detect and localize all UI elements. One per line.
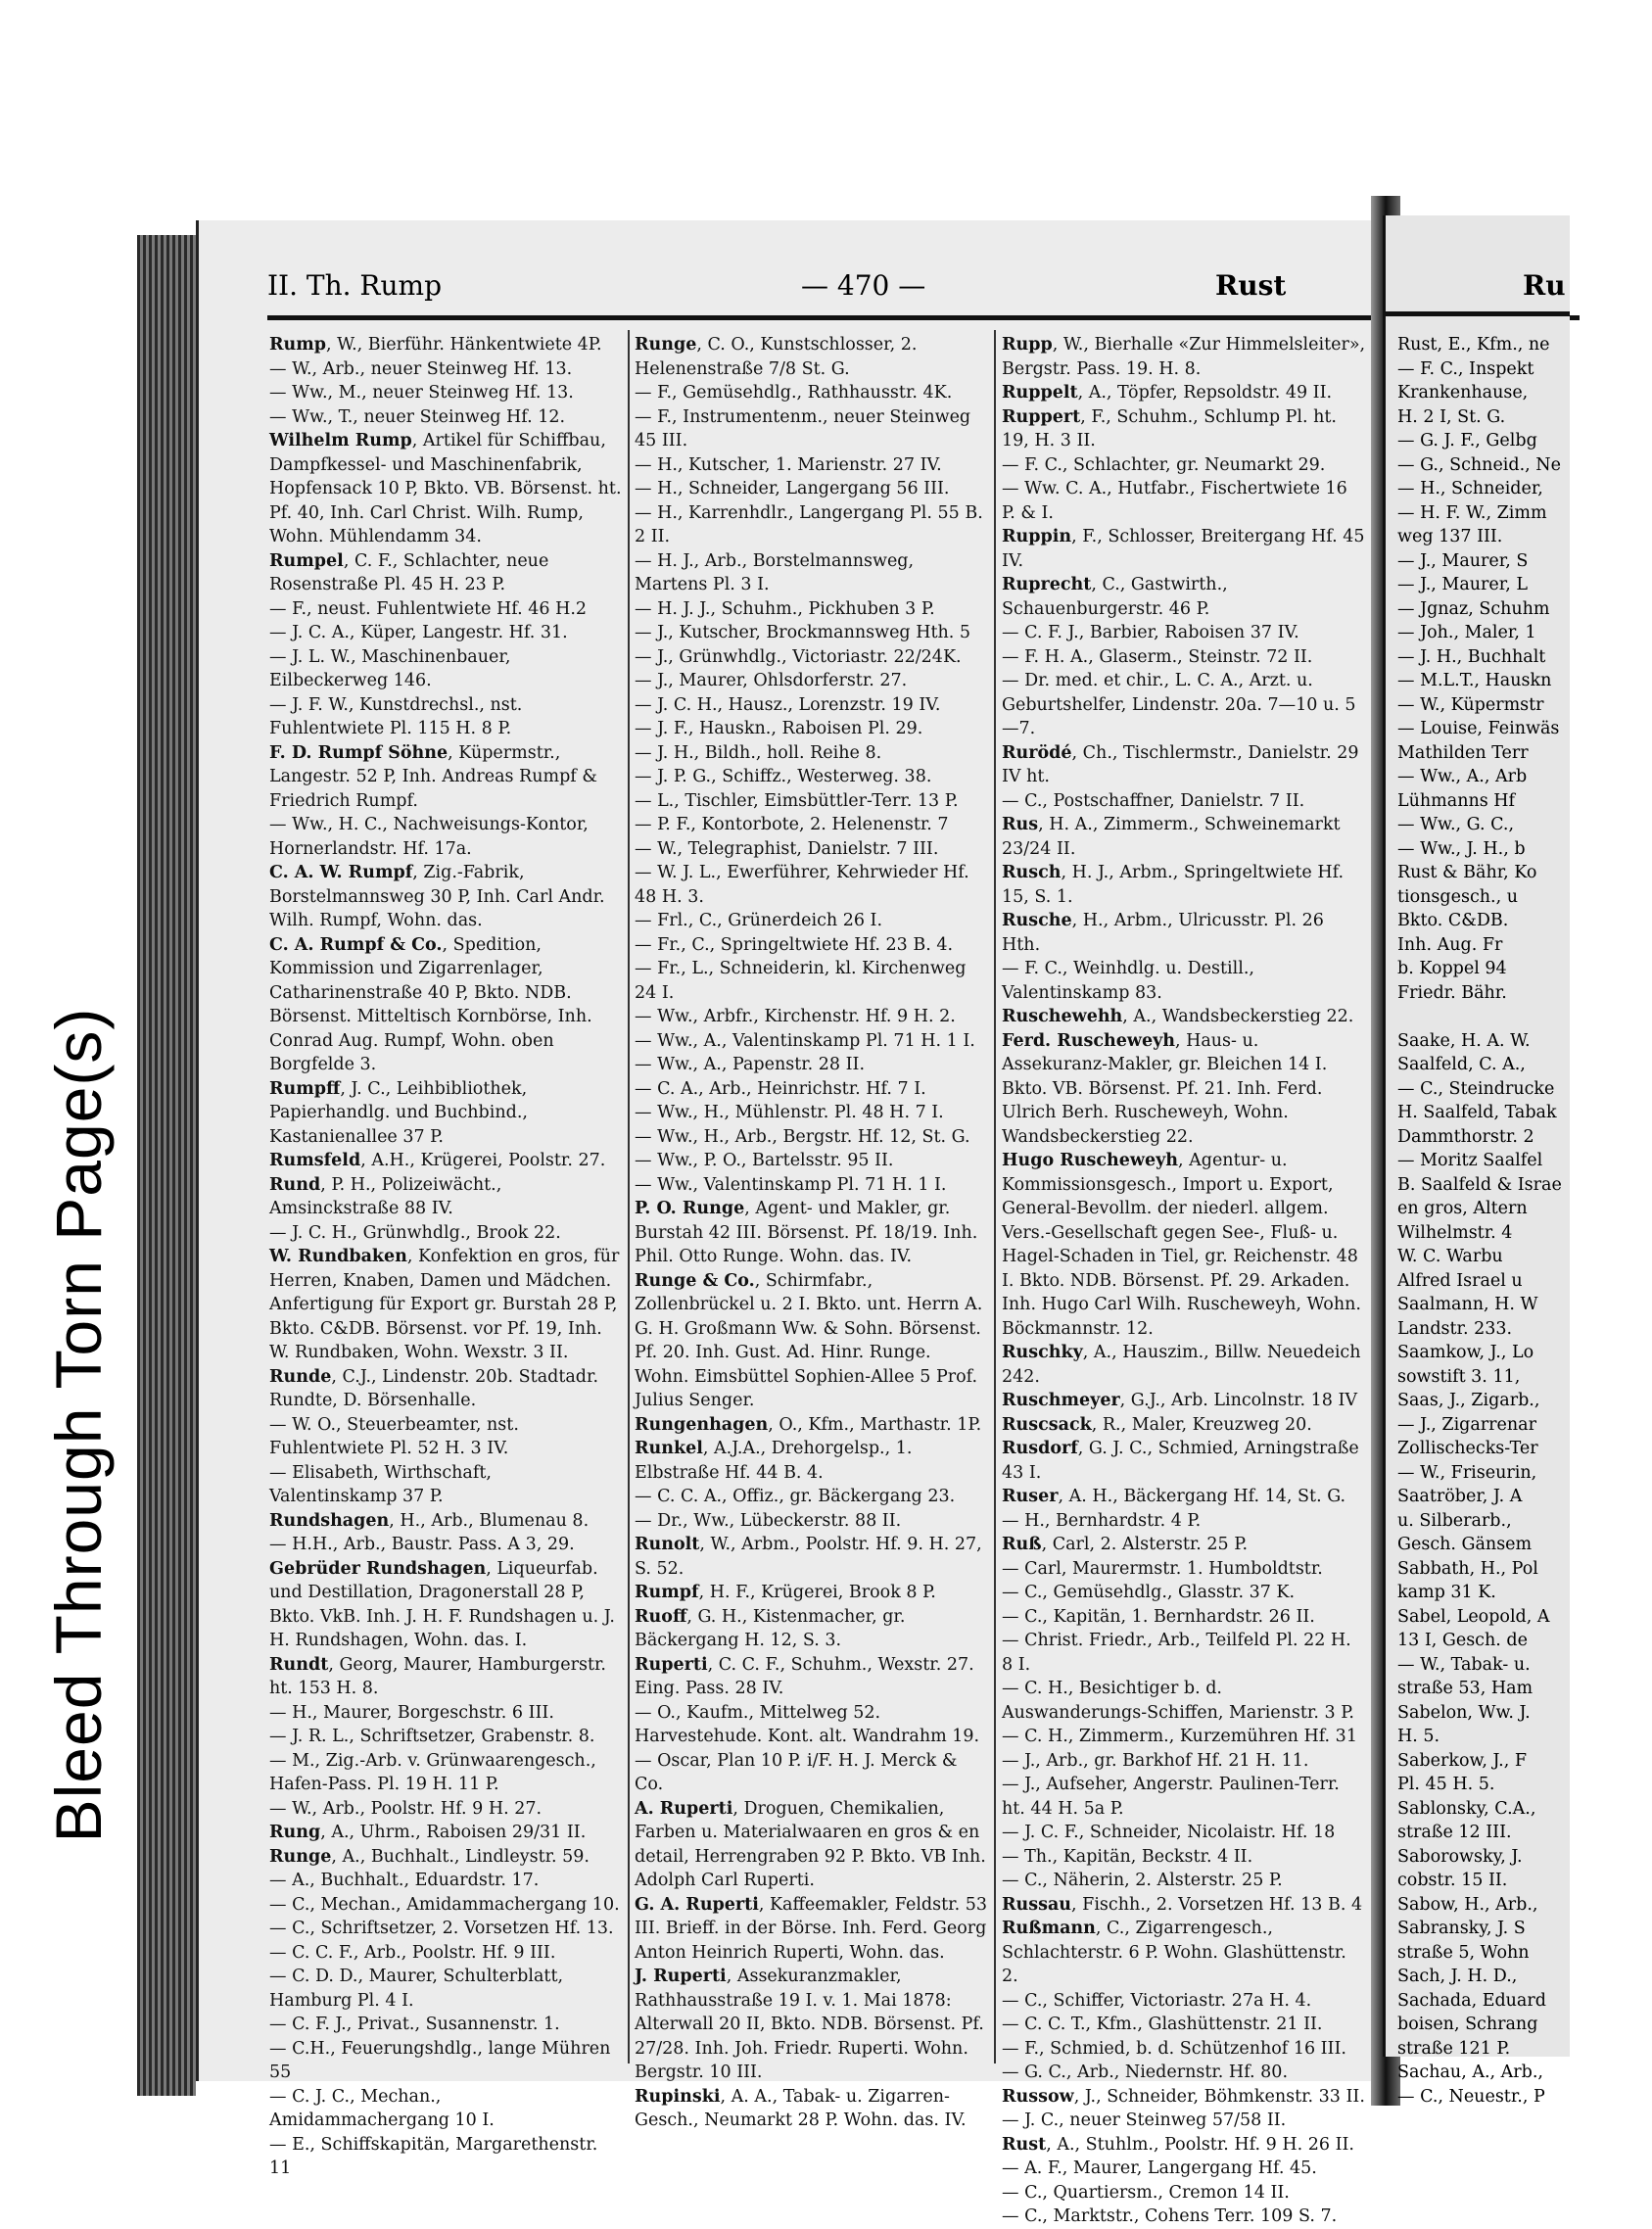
header-catchword: Rust <box>1215 269 1287 302</box>
directory-entry: — J., Aufseher, Angerstr. Paulinen-Terr. ht. 44 H. 5a P. <box>1002 1775 1340 1819</box>
directory-entry: — F., Schmied, b. d. Schützenhof 16 III. <box>1002 2038 1346 2059</box>
directory-entry: — C., Quartiersm., Cremon 14 II. <box>1002 2182 1290 2203</box>
directory-entry: — Ww., H., Mühlenstr. Pl. 48 H. 7 I. <box>635 1103 944 1122</box>
header-section: II. Th. Rump <box>267 269 443 302</box>
directory-column-2 <box>635 333 987 2133</box>
directory-entry: Rumpf, H. F., Krügerei, Brook 8 P. <box>635 1583 936 1602</box>
next-page-entry: — C., Steindrucke <box>1397 1078 1555 1099</box>
next-page-entry: en gros, Altern <box>1397 1199 1528 1218</box>
directory-entry: — Dr., Ww., Lübeckerstr. 88 II. <box>635 1510 902 1531</box>
directory-entry: — J. C. H., Hausz., Lorenzstr. 19 IV. <box>635 694 941 715</box>
next-page-entry: Inh. Aug. Fr <box>1397 934 1503 955</box>
directory-entry: — J. C. H., Grünwhdlg., Brook 22. <box>269 1222 561 1243</box>
directory-entry: C. A. Rumpf & Co., Spedition, Kommission und Zigarrenlager, Catharinenstraße 40 P, Bkto. NDB. Börsenst. Mitteltisch Kornbörse, Inh. Conrad Aug. Rumpf, Wohn. oben Borgfelde 3. <box>269 934 592 1074</box>
next-page-entry: W. C. Warbu <box>1397 1247 1503 1266</box>
directory-entry: — C., Näherin, 2. Alsterstr. 25 P. <box>1002 1871 1283 1890</box>
next-page-entry: tionsgesch., u <box>1397 886 1518 907</box>
directory-entry: — Ww., H. C., Nachweisungs-Kontor, Hornerlandstr. Hf. 17a. <box>269 815 589 859</box>
next-page-entry: Dammthorstr. 2 <box>1397 1126 1534 1147</box>
next-page-entry: straße 12 III. <box>1397 1823 1512 1842</box>
next-page-entry <box>1397 1005 1652 1029</box>
next-page-entry: Mathilden Terr <box>1397 742 1529 763</box>
next-page-entry: H. Saalfeld, Tabak <box>1397 1103 1557 1122</box>
directory-entry: Rust, A., Stuhlm., Poolstr. Hf. 9 H. 26 II. <box>1002 2134 1354 2155</box>
directory-entry: Russau, Fischh., 2. Vorsetzen Hf. 13 B. 4 <box>1002 1894 1363 1915</box>
next-page-entry: straße 5, Wohn <box>1397 1942 1530 1963</box>
next-page-entry: B. Saalfeld & Israe <box>1397 1174 1562 1195</box>
directory-entry: — G. C., Arb., Niedernstr. Hf. 80. <box>1002 2063 1289 2082</box>
next-page-entry: Lühmanns Hf <box>1397 790 1516 811</box>
next-page-entry: Alfred Israel u <box>1397 1270 1523 1291</box>
directory-entry: Rusch, H. J., Arbm., Springeltwiete Hf. 15, S. 1. <box>1002 863 1345 907</box>
directory-entry: — W. J. L., Ewerführer, Kehrwieder Hf. 48 H. 3. <box>635 863 969 907</box>
directory-entry: — H. J., Arb., Borstelmannsweg, Martens Pl. 3 I. <box>635 550 915 594</box>
directory-entry: — L., Tischler, Eimsbüttler-Terr. 13 P. <box>635 790 959 811</box>
next-page-entry: — Moritz Saalfel <box>1397 1151 1543 1170</box>
directory-entry: — W. O., Steuerbeamter, nst. Fuhlentwiete Pl. 52 H. 3 IV. <box>269 1414 519 1458</box>
directory-entry: Ruoff, G. H., Kistenmacher, gr. Bäckergang H. 12, S. 3. <box>635 1606 906 1650</box>
next-page-entry: Sabbath, H., Pol <box>1397 1558 1538 1579</box>
next-page-entry: Sabow, H., Arb., <box>1397 1894 1538 1915</box>
directory-entry: Rundshagen, H., Arb., Blumenau 8. <box>269 1510 590 1531</box>
next-page-entry: — J. H., Buchhalt <box>1397 646 1546 667</box>
next-page-entry: Saas, J., Zigarb., <box>1397 1391 1540 1410</box>
next-page-entry: — F. C., Inspekt <box>1397 358 1534 379</box>
directory-entry: Gebrüder Rundshagen, Liqueurfab. und Destillation, Dragonerstall 28 P, Bkto. VkB. Inh. J. H. F. Rundshagen u. J. H. Rundshagen, Wohn. das. I. <box>269 1558 615 1650</box>
directory-entry: Russow, J., Schneider, Böhmkenstr. 33 II. <box>1002 2086 1365 2107</box>
directory-entry: Rusdorf, G. J. C., Schmied, Arningstraße 43 I. <box>1002 1439 1359 1483</box>
column-divider <box>628 330 630 2063</box>
directory-entry: — J. F. W., Kunstdrechsl., nst. Fuhlentwiete Pl. 115 H. 8 P. <box>269 694 523 738</box>
directory-entry: C. A. W. Rumpf, Zig.-Fabrik, Borstelmannsweg 30 P, Inh. Carl Andr. Wilh. Rumpf, Wohn. das. <box>269 863 605 930</box>
directory-entry: Rung, A., Uhrm., Raboisen 29/31 II. <box>269 1823 587 1842</box>
next-page-entry: Saamkow, J., Lo <box>1397 1343 1534 1362</box>
directory-entry: W. Rundbaken, Konfektion en gros, für Herren, Knaben, Damen und Mädchen. Anfertigung für Export gr. Burstah 28 P, Bkto. C&DB. Börsenst. vor Pf. 19, Inh. W. Rundbaken, Wohn. Wexstr. 3 II. <box>269 1247 620 1362</box>
next-page-entry: — W., Tabak- u. <box>1397 1654 1531 1675</box>
directory-entry: Wilhelm Rump, Artikel für Schiffbau, Dampfkessel- und Maschinenfabrik, Hopfensack 10 P, Bkto. VB. Börsenst. ht. Pf. 40, Inh. Carl Christ. Wilh. Rump, Wohn. Mühlendamm 34. <box>269 431 622 546</box>
directory-entry: — H., Maurer, Borgeschstr. 6 III. <box>269 1702 554 1723</box>
next-page-entry: — W., Friseurin, <box>1397 1462 1537 1483</box>
next-page-entry: — J., Zigarrenar <box>1397 1414 1536 1435</box>
directory-entry: — C., Schiffer, Victoriastr. 27a H. 4. <box>1002 1990 1312 2011</box>
directory-entry: — Ww., H., Arb., Bergstr. Hf. 12, St. G. <box>635 1126 970 1147</box>
directory-entry: — J., Kutscher, Brockmannsweg Hth. 5 <box>635 623 971 642</box>
directory-entry: — Ww., M., neuer Steinweg Hf. 13. <box>269 383 574 403</box>
directory-entry: Rurödé, Ch., Tischlermstr., Danielstr. 29 IV ht. <box>1002 742 1359 786</box>
next-page-rule <box>1386 311 1570 316</box>
directory-entry: — F. C., Weinhdlg. u. Destill., Valentinskamp 83. <box>1002 959 1254 1003</box>
directory-entry: — Elisabeth, Wirthschaft, Valentinskamp 37 P. <box>269 1462 492 1506</box>
next-page-entry: H. 2 I, St. G. <box>1397 406 1506 427</box>
directory-entry: Rumsfeld, A.H., Krügerei, Poolstr. 27. <box>269 1151 606 1170</box>
next-page-entry: Pl. 45 H. 5. <box>1397 1775 1495 1794</box>
next-page-entry: Sablonsky, C.A., <box>1397 1798 1536 1819</box>
directory-entry: Ruschewehh, A., Wandsbeckerstieg 22. <box>1002 1007 1354 1026</box>
directory-entry: Ruppert, F., Schuhm., Schlump Pl. ht. 19, H. 3 II. <box>1002 406 1337 451</box>
next-page-entry: Saalmann, H. W <box>1397 1295 1538 1314</box>
next-page-entry: — Louise, Feinwäs <box>1397 719 1560 738</box>
next-page-entry: Zollischecks-Ter <box>1397 1439 1538 1458</box>
directory-entry: — J., Arb., gr. Barkhof Hf. 21 H. 11. <box>1002 1750 1309 1771</box>
directory-entry: — M., Zig.-Arb. v. Grünwaarengesch., Hafen-Pass. Pl. 19 H. 11 P. <box>269 1750 596 1794</box>
directory-entry: — W., Arb., Poolstr. Hf. 9 H. 27. <box>269 1798 543 1819</box>
directory-entry: — Th., Kapitän, Beckstr. 4 II. <box>1002 1846 1253 1867</box>
directory-entry: — C. C. A., Offiz., gr. Bäckergang 23. <box>635 1487 956 1506</box>
next-page-header: Ru <box>1523 269 1566 302</box>
directory-entry: — H.H., Arb., Baustr. Pass. A 3, 29. <box>269 1535 575 1554</box>
directory-entry: Ruß, Carl, 2. Alsterstr. 25 P. <box>1002 1535 1249 1554</box>
directory-entry: — Dr. med. et chir., L. C. A., Arzt. u. Geburtshelfer, Lindenstr. 20a. 7—10 u. 5—7. <box>1002 671 1356 738</box>
next-page-entry: Rust & Bähr, Ko <box>1397 863 1537 882</box>
directory-entry: — H., Kutscher, 1. Marienstr. 27 IV. <box>635 454 942 475</box>
directory-entry: — Oscar, Plan 10 P. i/F. H. J. Merck & Co. <box>635 1750 958 1794</box>
directory-entry: Rungenhagen, O., Kfm., Marthastr. 1P. <box>635 1414 982 1435</box>
directory-entry: Rus, H. A., Zimmerm., Schweinemarkt 23/24 II. <box>1002 815 1341 859</box>
next-page-entry: — Ww., A., Arb <box>1397 767 1528 786</box>
directory-entry: Rumpff, J. C., Leihbibliothek, Papierhandlg. und Buchbind., Kastanienallee 37 P. <box>269 1078 528 1147</box>
directory-entry: Rump, W., Bierführ. Hänkentwiete 4P. <box>269 335 602 355</box>
next-page-entry: Saatröber, J. A <box>1397 1487 1523 1506</box>
directory-entry: Ruschky, A., Hauszim., Billw. Neuedeich 242. <box>1002 1343 1361 1387</box>
directory-entry: — H. J. J., Schuhm., Pickhuben 3 P. <box>635 598 935 619</box>
next-page-entry: — H. F. W., Zimm <box>1397 502 1547 523</box>
directory-entry: — Christ. Friedr., Arb., Teilfeld Pl. 22 H. 8 I. <box>1002 1631 1351 1675</box>
directory-entry: Rußmann, C., Zigarrengesch., Schlachterstr. 6 P. Wohn. Glashüttenstr. 2. <box>1002 1919 1346 1986</box>
next-page-entry: Bkto. C&DB. <box>1397 911 1509 930</box>
next-page-entry: straße 53, Ham <box>1397 1679 1534 1698</box>
next-page-entry: u. Silberarb., <box>1397 1510 1512 1531</box>
directory-entry: — J. C. A., Küper, Langestr. Hf. 31. <box>269 623 568 642</box>
next-page-entry: Sabel, Leopold, A <box>1397 1606 1550 1627</box>
directory-entry: — C., Schriftsetzer, 2. Vorsetzen Hf. 13. <box>269 1919 614 1938</box>
directory-entry: — O., Kaufm., Mittelweg 52. Harvestehude. Kont. alt. Wandrahm 19. <box>635 1702 980 1746</box>
directory-entry: — C. C. F., Arb., Poolstr. Hf. 9 III. <box>269 1942 556 1963</box>
next-page-entry: Sabelon, Ww. J. <box>1397 1702 1531 1723</box>
directory-entry: Ruppelt, A., Töpfer, Repsoldstr. 49 II. <box>1002 383 1333 403</box>
directory-entry: — C.H., Feuerungshdlg., lange Mühren 55 <box>269 2038 611 2082</box>
directory-entry: — C., Postschaffner, Danielstr. 7 II. <box>1002 790 1305 811</box>
directory-entry: — F., Instrumentenm., neuer Steinweg 45 III. <box>635 406 971 451</box>
directory-entry: Ferd. Ruscheweyh, Haus- u. Assekuranz-Makler, gr. Bleichen 14 I. Bkto. VB. Börsenst. Pf. 21. Inh. Ferd. Ulrich Berh. Ruscheweyh, Wohn. Wandsbeckerstieg 22. <box>1002 1030 1328 1147</box>
directory-entry: — F. H. A., Glaserm., Steinstr. 72 II. <box>1002 646 1313 667</box>
next-page-entry: — C., Neuestr., P <box>1397 2086 1545 2107</box>
directory-entry: F. D. Rumpf Söhne, Küpermstr., Langestr. 52 P, Inh. Andreas Rumpf & Friedrich Rumpf. <box>269 742 597 811</box>
directory-entry: — J. C. F., Schneider, Nicolaistr. Hf. 18 <box>1002 1823 1336 1842</box>
directory-entry: — Ww. C. A., Hutfabr., Fischertwiete 16 P. & I. <box>1002 479 1347 523</box>
directory-entry: Ruser, A. H., Bäckergang Hf. 14, St. G. <box>1002 1487 1346 1506</box>
column-divider <box>994 330 996 2063</box>
next-page-entry: Friedr. Bähr. <box>1397 982 1507 1003</box>
next-page-entry: Rust, E., Kfm., ne <box>1397 335 1550 355</box>
directory-entry: J. Ruperti, Assekuranzmakler, Rathhausstraße 19 I. v. 1. Mai 1878: Alterwall 20 II, Bkto. NDB. Börsenst. Pf. 27/28. Inh. Joh. Friedr. Ruperti. Wohn. Bergstr. 10 III. <box>635 1967 984 2082</box>
directory-entry: Rumpel, C. F., Schlachter, neue Rosenstraße Pl. 45 H. 23 P. <box>269 550 549 594</box>
next-page-entry: sowstift 3. 11, <box>1397 1366 1521 1387</box>
directory-entry: — Fr., L., Schneiderin, kl. Kirchenweg 24 I. <box>635 959 967 1003</box>
directory-entry: — H., Schneider, Langergang 56 III. <box>635 479 950 498</box>
directory-entry: — H., Bernhardstr. 4 P. <box>1002 1510 1202 1531</box>
directory-entry: Runge, A., Buchhalt., Lindleystr. 59. <box>269 1846 590 1867</box>
directory-entry: — A. F., Maurer, Langergang Hf. 45. <box>1002 2158 1317 2178</box>
next-page-entry: Saberkow, J., F <box>1397 1750 1528 1771</box>
directory-entry: — C., Gemüsehdlg., Glasstr. 37 K. <box>1002 1583 1296 1602</box>
directory-entry: — F., Gemüsehdlg., Rathhausstr. 4K. <box>635 383 953 403</box>
directory-entry: Hugo Ruscheweyh, Agentur- u. Kommissionsgesch., Import u. Export, General-Bevollm. der niederl. allgem. Vers.-Gesellschaft gegen See-, Fluß- u. Hagel-Schaden in Tiel, gr. Reichenstr. 48 I. Bkto. NDB. Börsenst. Pf. 29. Arkaden. Inh. Hugo Carl Wilh. Ruscheweyh, Wohn. Böckmannstr. 12. <box>1002 1151 1361 1339</box>
directory-entry: Ruppin, F., Schlosser, Breitergang Hf. 45 IV. <box>1002 527 1365 571</box>
next-page-entry: b. Koppel 94 <box>1397 959 1507 978</box>
directory-entry: — C. J. C., Mechan., Amidammachergang 10 I. <box>269 2086 495 2130</box>
next-page-entry: Sach, J. H. D., <box>1397 1967 1518 1986</box>
directory-entry: — C. H., Zimmerm., Kurzemühren Hf. 31 <box>1002 1727 1357 1746</box>
directory-entry: Runolt, W., Arbm., Poolstr. Hf. 9. H. 27, S. 52. <box>635 1535 982 1579</box>
directory-entry: Rupp, W., Bierhalle «Zur Himmelsleiter», Bergstr. Pass. 19. H. 8. <box>1002 335 1366 379</box>
directory-entry: Rusche, H., Arbm., Ulricusstr. Pl. 26 Hth. <box>1002 911 1324 955</box>
next-page-entry: Saalfeld, C. A., <box>1397 1055 1526 1074</box>
next-page-entry: — G. J. F., Gelbg <box>1397 431 1537 451</box>
next-page-entry: — W., Küpermstr <box>1397 694 1544 715</box>
directory-page <box>196 220 1393 2226</box>
next-page-entry: Saake, H. A. W. <box>1397 1030 1531 1051</box>
directory-entry: — C. C. T., Kfm., Glashüttenstr. 21 II. <box>1002 2015 1323 2034</box>
directory-entry: — J., Grünwhdlg., Victoriastr. 22/24K. <box>635 646 962 667</box>
next-page-entry: — Joh., Maler, 1 <box>1397 623 1536 642</box>
next-page-entry: Sabransky, J. S <box>1397 1919 1526 1938</box>
directory-entry: Rundt, Georg, Maurer, Hamburgerstr. ht. 153 H. 8. <box>269 1654 606 1698</box>
directory-entry: A. Ruperti, Droguen, Chemikalien, Farben u. Materialwaaren en gros & en detail, Herrengraben 92 P. Bkto. VB Inh. Adolph Carl Ruperti. <box>635 1798 986 1890</box>
directory-entry: — J. F., Hauskn., Raboisen Pl. 29. <box>635 719 923 738</box>
next-page-entry: — H., Schneider, <box>1397 479 1543 498</box>
directory-entry: — H., Karrenhdlr., Langergang Pl. 55 B. 2 II. <box>635 502 983 546</box>
next-page-column <box>1397 333 1652 2109</box>
directory-entry: Ruscsack, R., Maler, Kreuzweg 20. <box>1002 1414 1312 1435</box>
next-page-entry: Krankenhause, <box>1397 383 1529 403</box>
directory-entry: — C. F. J., Privat., Susannenstr. 1. <box>269 2015 560 2034</box>
page-header <box>267 269 1374 308</box>
directory-entry: Rund, P. H., Polizeiwächt., Amsinckstraße 88 IV. <box>269 1174 502 1218</box>
next-page-fragment <box>1383 215 1570 2107</box>
directory-entry: — C., Marktstr., Cohens Terr. 109 S. 7. <box>1002 2206 1338 2226</box>
directory-column-3 <box>1002 333 1366 2229</box>
next-page-entry: straße 121 P. <box>1397 2038 1511 2059</box>
directory-entry: Ruschmeyer, G.J., Arb. Lincolnstr. 18 IV <box>1002 1391 1358 1410</box>
next-page-entry: — J., Maurer, S <box>1397 550 1529 571</box>
scan-side-label <box>0 264 158 2057</box>
directory-entry: Ruprecht, C., Gastwirth., Schauenburgerstr. 46 P. <box>1002 575 1228 619</box>
directory-entry: — C. H., Besichtiger b. d. Auswanderungs-Schiffen, Marienstr. 3 P. <box>1002 1679 1354 1723</box>
directory-entry: — C. F. J., Barbier, Raboisen 37 IV. <box>1002 623 1299 642</box>
directory-entry: — C. A., Arb., Heinrichstr. Hf. 7 I. <box>635 1078 926 1099</box>
next-page-entry: Sachau, A., Arb., <box>1397 2063 1543 2082</box>
next-page-entry: — J., Maurer, L <box>1397 575 1528 594</box>
directory-entry: Runkel, A.J.A., Drehorgelsp., 1. Elbstraße Hf. 44 B. 4. <box>635 1439 913 1483</box>
book-page-edges <box>137 235 196 2096</box>
directory-entry: G. A. Ruperti, Kaffeemakler, Feldstr. 53 III. Brieff. in der Börse. Inh. Ferd. Georg Anton Heinrich Ruperti, Wohn. das. <box>635 1894 987 1963</box>
next-page-entry: boisen, Schrang <box>1397 2015 1538 2034</box>
directory-entry: — Ww., T., neuer Steinweg Hf. 12. <box>269 406 566 427</box>
directory-entry: — Ww., A., Valentinskamp Pl. 71 H. 1 I. <box>635 1030 975 1051</box>
directory-entry: — J. H., Bildh., holl. Reihe 8. <box>635 742 882 763</box>
directory-entry: — J. P. G., Schiffz., Westerweg. 38. <box>635 767 932 786</box>
next-page-entry: — G., Schneid., Ne <box>1397 454 1561 475</box>
next-page-entry: 13 I, Gesch. de <box>1397 1631 1528 1650</box>
next-page-entry: — M.L.T., Hauskn <box>1397 671 1552 690</box>
next-page-entry: weg 137 III. <box>1397 527 1503 546</box>
directory-entry: — J. C., neuer Steinweg 57/58 II. <box>1002 2110 1287 2130</box>
directory-entry: Runge & Co., Schirmfabr., Zollenbrückel u. 2 I. Bkto. unt. Herrn A. G. H. Großmann Ww. & Sohn. Börsenst. Pf. 20. Inh. Gust. Ad. Hinr. Runge. Wohn. Eimsbüttel Sophien-Allee 5 Prof. Julius Senger. <box>635 1270 983 1410</box>
directory-entry: — C., Kapitän, 1. Bernhardstr. 26 II. <box>1002 1606 1315 1627</box>
directory-entry: Runde, C.J., Lindenstr. 20b. Stadtadr. Rundte, D. Börsenhalle. <box>269 1366 599 1410</box>
directory-entry: — C., Mechan., Amidammachergang 10. <box>269 1894 620 1915</box>
side-label-text: Bleed Through Torn Page(s) <box>42 1007 115 1843</box>
directory-entry: — Fr., C., Springeltwiete Hf. 23 B. 4. <box>635 934 954 955</box>
directory-entry: Runge, C. O., Kunstschlosser, 2. Helenenstraße 7/8 St. G. <box>635 335 918 379</box>
directory-entry: — J. L. W., Maschinenbauer, Eilbeckerweg 146. <box>269 646 511 690</box>
directory-entry: — Ww., Valentinskamp Pl. 71 H. 1 I. <box>635 1174 947 1195</box>
directory-entry: — Ww., P. O., Bartelsstr. 95 II. <box>635 1151 894 1170</box>
next-page-entry: — Jgnaz, Schuhm <box>1397 598 1550 619</box>
directory-entry: — A., Buchhalt., Eduardstr. 17. <box>269 1871 540 1890</box>
next-page-entry: Saborowsky, J. <box>1397 1846 1523 1867</box>
next-page-entry: Landstr. 233. <box>1397 1318 1513 1339</box>
directory-entry: — C. D. D., Maurer, Schulterblatt, Hamburg Pl. 4 I. <box>269 1967 564 2011</box>
next-page-entry: Wilhelmstr. 4 <box>1397 1222 1513 1243</box>
next-page-entry: — Ww., G. C., <box>1397 815 1515 834</box>
directory-entry: — F., neust. Fuhlentwiete Hf. 46 H.2 <box>269 598 588 619</box>
directory-entry: — Ww., A., Papenstr. 28 II. <box>635 1055 866 1074</box>
directory-entry: — Frl., C., Grünerdeich 26 I. <box>635 911 883 930</box>
directory-entry: Rupinski, A. A., Tabak- u. Zigarren-Gesch., Neumarkt 28 P. Wohn. das. IV. <box>635 2086 967 2130</box>
directory-entry: — J. R. L., Schriftsetzer, Grabenstr. 8. <box>269 1727 595 1746</box>
next-page-entry: kamp 31 K. <box>1397 1583 1496 1602</box>
directory-entry: — W., Telegraphist, Danielstr. 7 III. <box>635 838 939 859</box>
directory-entry: P. O. Runge, Agent- und Makler, gr. Burstah 42 III. Börsenst. Pf. 18/19. Inh. Phil. Otto Runge. Wohn. das. IV. <box>635 1199 978 1266</box>
next-page-entry: Sachada, Eduard <box>1397 1990 1546 2011</box>
directory-entry: Ruperti, C. C. F., Schuhm., Wexstr. 27. Eing. Pass. 28 IV. <box>635 1654 974 1698</box>
directory-column-1 <box>269 333 622 2181</box>
directory-entry: — Carl, Maurermstr. 1. Humboldtstr. <box>1002 1558 1323 1579</box>
next-page-entry: Gesch. Gänsem <box>1397 1535 1533 1554</box>
directory-entry: — Ww., Arbfr., Kirchenstr. Hf. 9 H. 2. <box>635 1007 956 1026</box>
next-page-entry: — Ww., J. H., b <box>1397 838 1526 859</box>
directory-entry: — W., Arb., neuer Steinweg Hf. 13. <box>269 358 573 379</box>
directory-entry: — E., Schiffskapitän, Margarethenstr. 11 <box>269 2134 598 2178</box>
page-number: — 470 — <box>801 269 926 302</box>
directory-entry: — F. C., Schlachter, gr. Neumarkt 29. <box>1002 454 1326 475</box>
next-page-entry: cobstr. 15 II. <box>1397 1871 1508 1890</box>
directory-entry: — J., Maurer, Ohlsdorferstr. 27. <box>635 671 908 690</box>
next-page-entry: H. 5. <box>1397 1727 1440 1746</box>
directory-entry: — P. F., Kontorbote, 2. Helenenstr. 7 <box>635 815 949 834</box>
